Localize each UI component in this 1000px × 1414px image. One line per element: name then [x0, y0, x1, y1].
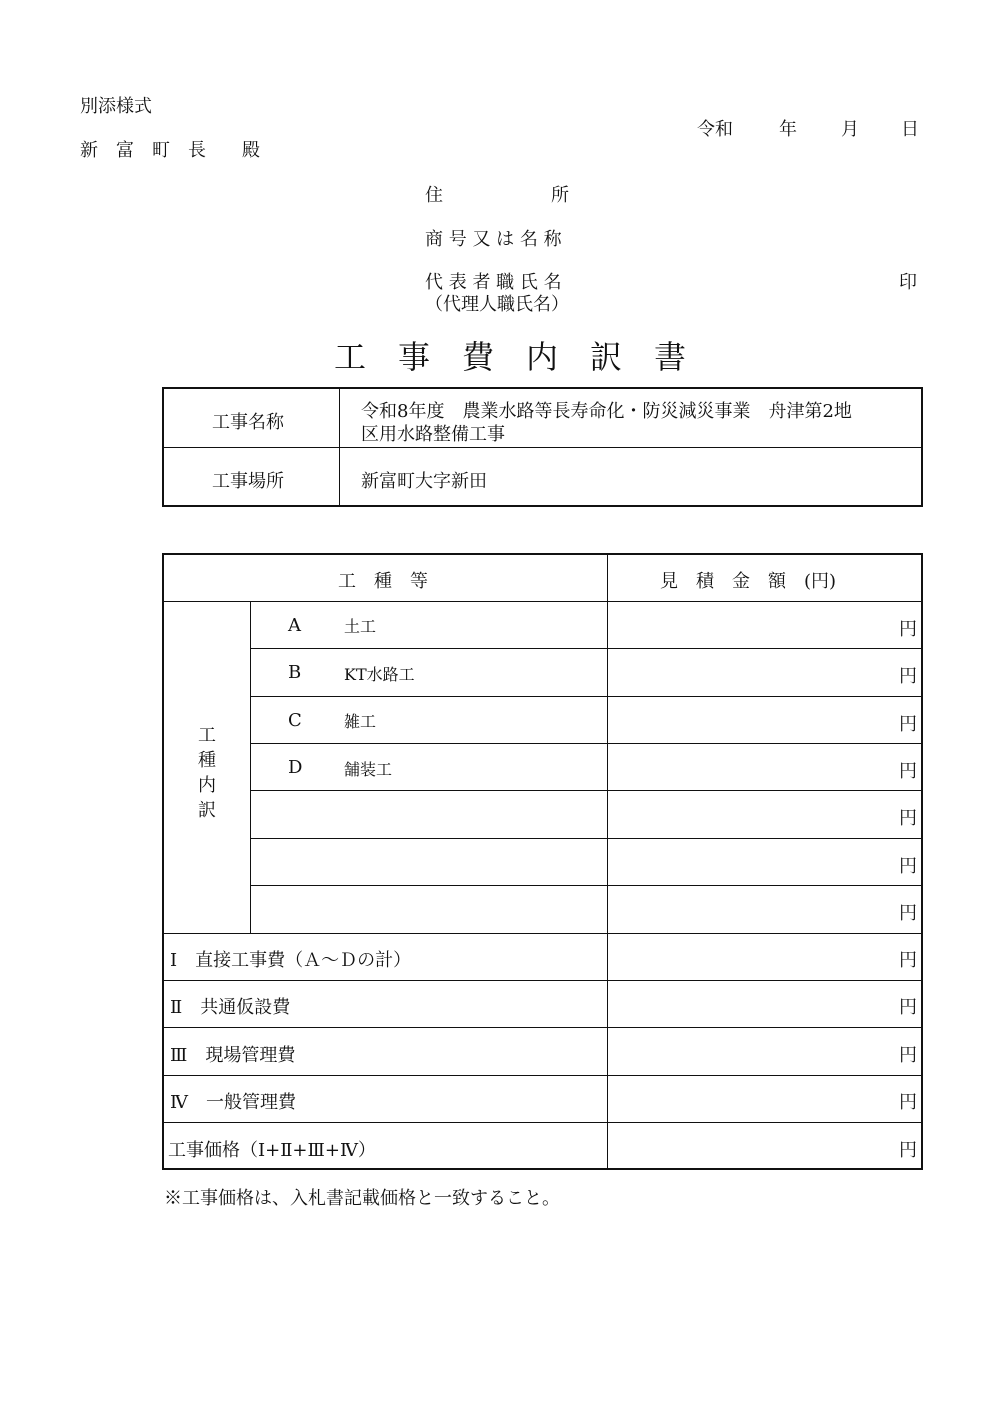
- item-code: A: [288, 615, 301, 636]
- date-era: 令和: [697, 119, 733, 140]
- item-name: 舗装工: [344, 760, 393, 779]
- summary-label: 工事価格（Ⅰ+Ⅱ+Ⅲ+Ⅳ）: [168, 1140, 376, 1161]
- project-name-line2: 区用水路整備工事: [361, 424, 505, 445]
- yen-unit: 円: [899, 666, 917, 687]
- date-month: 月: [841, 119, 859, 140]
- yen-unit: 円: [899, 714, 917, 735]
- form-label: 別添様式: [80, 96, 152, 117]
- yen-unit: 円: [899, 761, 917, 782]
- seal-mark: 印: [899, 272, 917, 293]
- item-code: D: [288, 757, 303, 778]
- yen-unit: 円: [899, 997, 917, 1018]
- address-label: 住 所: [425, 185, 569, 206]
- company-label: 商 号 又 は 名 称: [425, 229, 562, 250]
- document-title: 工 事 費 内 訳 書: [334, 338, 687, 376]
- representative-label: 代 表 者 職 氏 名: [425, 272, 562, 293]
- header-estimate-amount: 見 積 金 額 (円): [660, 571, 837, 592]
- project-place-label: 工事場所: [212, 471, 284, 492]
- cost-table: [162, 553, 923, 1170]
- item-name: KT水路工: [344, 665, 415, 684]
- project-name-line1: 令和8年度 農業水路等長寿命化・防災減災事業 舟津第2地: [361, 401, 852, 422]
- item-code: C: [288, 710, 302, 731]
- date-day: 日: [901, 119, 919, 140]
- item-name: 雑工: [344, 712, 377, 731]
- yen-unit: 円: [899, 619, 917, 640]
- project-table: [162, 387, 923, 507]
- header-work-type: 工 種 等: [338, 571, 428, 592]
- project-name-label: 工事名称: [212, 412, 284, 433]
- breakdown-label: 工 種 内 訳: [198, 725, 216, 821]
- yen-unit: 円: [899, 950, 917, 971]
- date-year: 年: [779, 119, 797, 140]
- yen-unit: 円: [899, 1045, 917, 1066]
- agent-label: （代理人職氏名）: [425, 294, 569, 315]
- yen-unit: 円: [899, 1092, 917, 1113]
- item-code: B: [288, 662, 302, 683]
- summary-label: Ⅱ 共通仮設費: [170, 997, 291, 1018]
- yen-unit: 円: [899, 1140, 917, 1161]
- yen-unit: 円: [899, 903, 917, 924]
- yen-unit: 円: [899, 808, 917, 829]
- item-name: 土工: [344, 617, 377, 636]
- summary-label: Ⅳ 一般管理費: [170, 1092, 296, 1113]
- summary-label: Ⅲ 現場管理費: [170, 1045, 296, 1066]
- summary-label: Ⅰ 直接工事費（Ａ～Ｄの計）: [170, 950, 412, 971]
- addressee: 新 富 町 長 殿: [80, 140, 260, 161]
- yen-unit: 円: [899, 856, 917, 877]
- footnote: ※工事価格は、入札書記載価格と一致すること。: [164, 1188, 560, 1209]
- project-place-value: 新富町大字新田: [361, 471, 487, 492]
